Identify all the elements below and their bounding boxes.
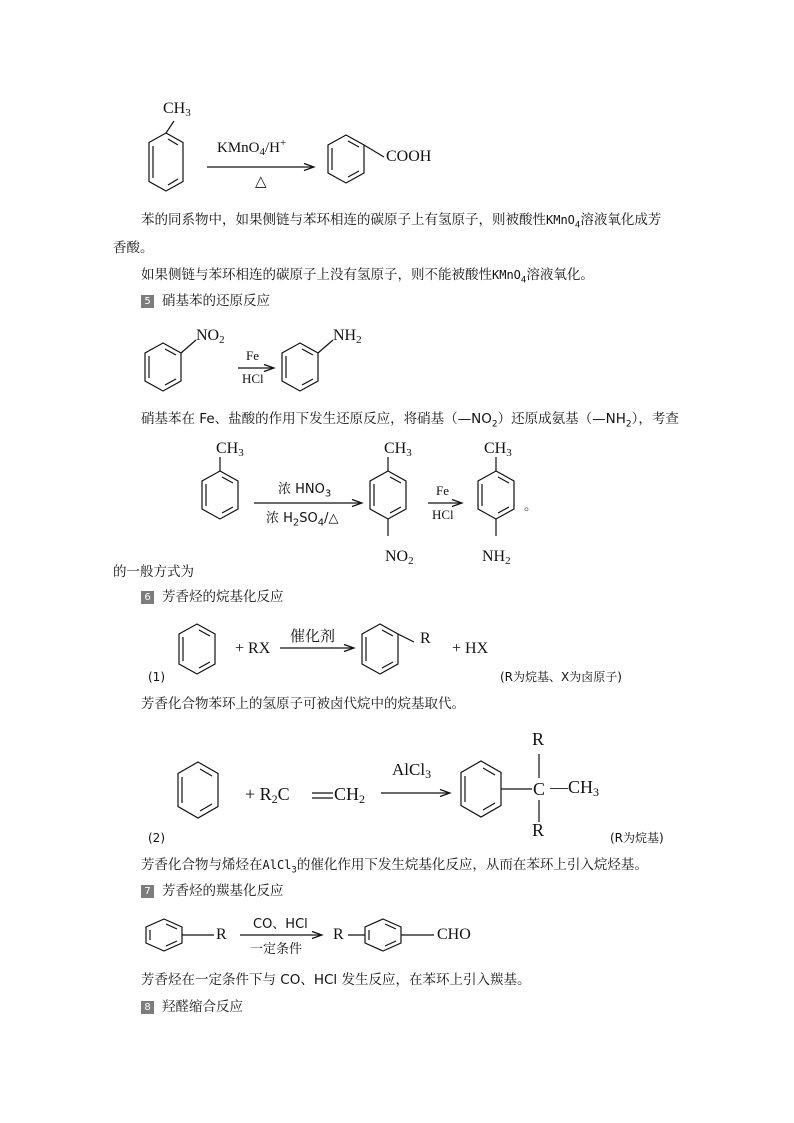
benzene-ring-1 xyxy=(179,624,215,674)
ch3-label: $—CH_3$ xyxy=(550,777,600,799)
note-1: (R为烷基、X为卤原子) xyxy=(500,670,622,684)
note-2: (R为烷基) xyxy=(610,831,664,845)
fe-label-2: Fe xyxy=(436,483,449,498)
hcl-label-2: HCl xyxy=(432,507,454,522)
alkylbenzene-ring xyxy=(362,624,414,674)
benzoic-ring xyxy=(328,135,384,183)
nitro-label-2: $NO_2$ xyxy=(385,548,414,567)
methyl-label-2: $CH_3$ xyxy=(216,440,244,459)
nitro-label: $NO_2$ xyxy=(196,327,225,346)
paragraph-5: 芳香化合物苯环上的氢原子可被卤代烷中的烷基取代。 xyxy=(141,696,465,712)
alkene-r2-label: + $R_2C$ xyxy=(245,784,290,806)
c-center-label: C xyxy=(533,779,546,799)
section-title-6: 芳香烃的烷基化反应 xyxy=(162,589,284,605)
ch2-label: $CH_2$ xyxy=(334,784,366,806)
section-number-8: 8 xyxy=(141,1001,154,1014)
hcl-label: HCl xyxy=(242,371,264,386)
toluene-ring-1 xyxy=(149,121,183,191)
benzene-ring-2 xyxy=(178,762,218,818)
nitrobenzene-ring xyxy=(145,340,196,391)
carbonylation-condition-bottom: 一定条件 xyxy=(250,942,303,957)
paragraph-1-line-2: 香酸。 xyxy=(113,240,154,256)
paragraph-1-line-1: 苯的同系物中，如果侧链与苯环相连的碳原子上有氢原子，则被酸性KMnO$_4$溶液氧化成芳 xyxy=(141,212,662,231)
paragraph-6: 芳香化合物与烯烃在AlCl$_3$的催化作用下发生烷基化反应，从而在苯环上引入烷烃基。 xyxy=(141,857,648,876)
section-number-6: 6 xyxy=(141,591,154,604)
r-group-label: R xyxy=(420,630,431,647)
paragraph-3: 硝基苯在 Fe、盐酸的作用下发生还原反应，将硝基$(—NO_2)$还原成氨基$(—NH_2)$，考查 xyxy=(141,411,679,430)
nitrotoluene-ring xyxy=(370,457,406,536)
hx-label: + HX xyxy=(452,640,489,657)
cumene-ring xyxy=(461,754,539,822)
heat-symbol: △ xyxy=(255,174,267,190)
alkylbenzene-ring-2 xyxy=(146,919,214,951)
amine-label: $NH_2$ xyxy=(333,327,362,346)
reaction-label-2: (2) xyxy=(148,831,165,845)
reaction-label-1: (1) xyxy=(148,670,165,684)
fe-label: Fe xyxy=(246,348,259,363)
section-number-5: 5 xyxy=(141,295,154,308)
section-number-7: 7 xyxy=(141,885,154,898)
carboxyl-label: COOH xyxy=(386,148,432,165)
benzaldehyde-ring xyxy=(348,919,434,951)
toluene-ring-2 xyxy=(202,457,238,519)
paragraph-2: 如果侧链与苯环相连的碳原子上没有氢原子，则不能被酸性KMnO$_4$溶液氧化。 xyxy=(141,267,594,286)
rx-label: + RX xyxy=(235,640,271,657)
catalyst-label: 催化剂 xyxy=(290,627,336,645)
r-left-label: R xyxy=(216,926,227,943)
paragraph-7: 芳香烃在一定条件下与 CO、HCl 发生反应，在苯环上引入羰基。 xyxy=(141,972,531,988)
methyl-label-4: $CH_3$ xyxy=(484,440,512,459)
methyl-label: $CH_3$ xyxy=(163,100,191,119)
carbonylation-condition-top: CO、HCl xyxy=(253,917,308,932)
section-title-8: 羟醛缩合反应 xyxy=(162,999,243,1015)
section-title-7: 芳香烃的羰基化反应 xyxy=(162,883,284,899)
toluidine-ring xyxy=(478,457,514,536)
aniline-ring xyxy=(282,340,333,391)
methyl-label-3: $CH_3$ xyxy=(384,440,412,459)
alcl3-label: AlCl$_3$ xyxy=(392,760,432,781)
r-product-label: R xyxy=(333,926,344,943)
r-bottom-label: R xyxy=(532,820,545,840)
nitration-condition-top: 浓 $HNO_3$ xyxy=(278,482,332,500)
amine-label-2: $NH_2$ xyxy=(482,548,511,567)
r-top-label: R xyxy=(532,729,545,749)
oxidant-label: KMnO$_4$/H+ xyxy=(217,137,287,158)
section-title-5: 硝基苯的还原反应 xyxy=(162,293,270,309)
nitration-condition-bottom: 浓 $H_2SO_4/\triangle$ xyxy=(266,511,339,529)
paragraph-4: 的一般方式为 xyxy=(113,564,194,580)
cho-label: CHO xyxy=(437,926,471,943)
period-mark: 。 xyxy=(524,498,538,514)
